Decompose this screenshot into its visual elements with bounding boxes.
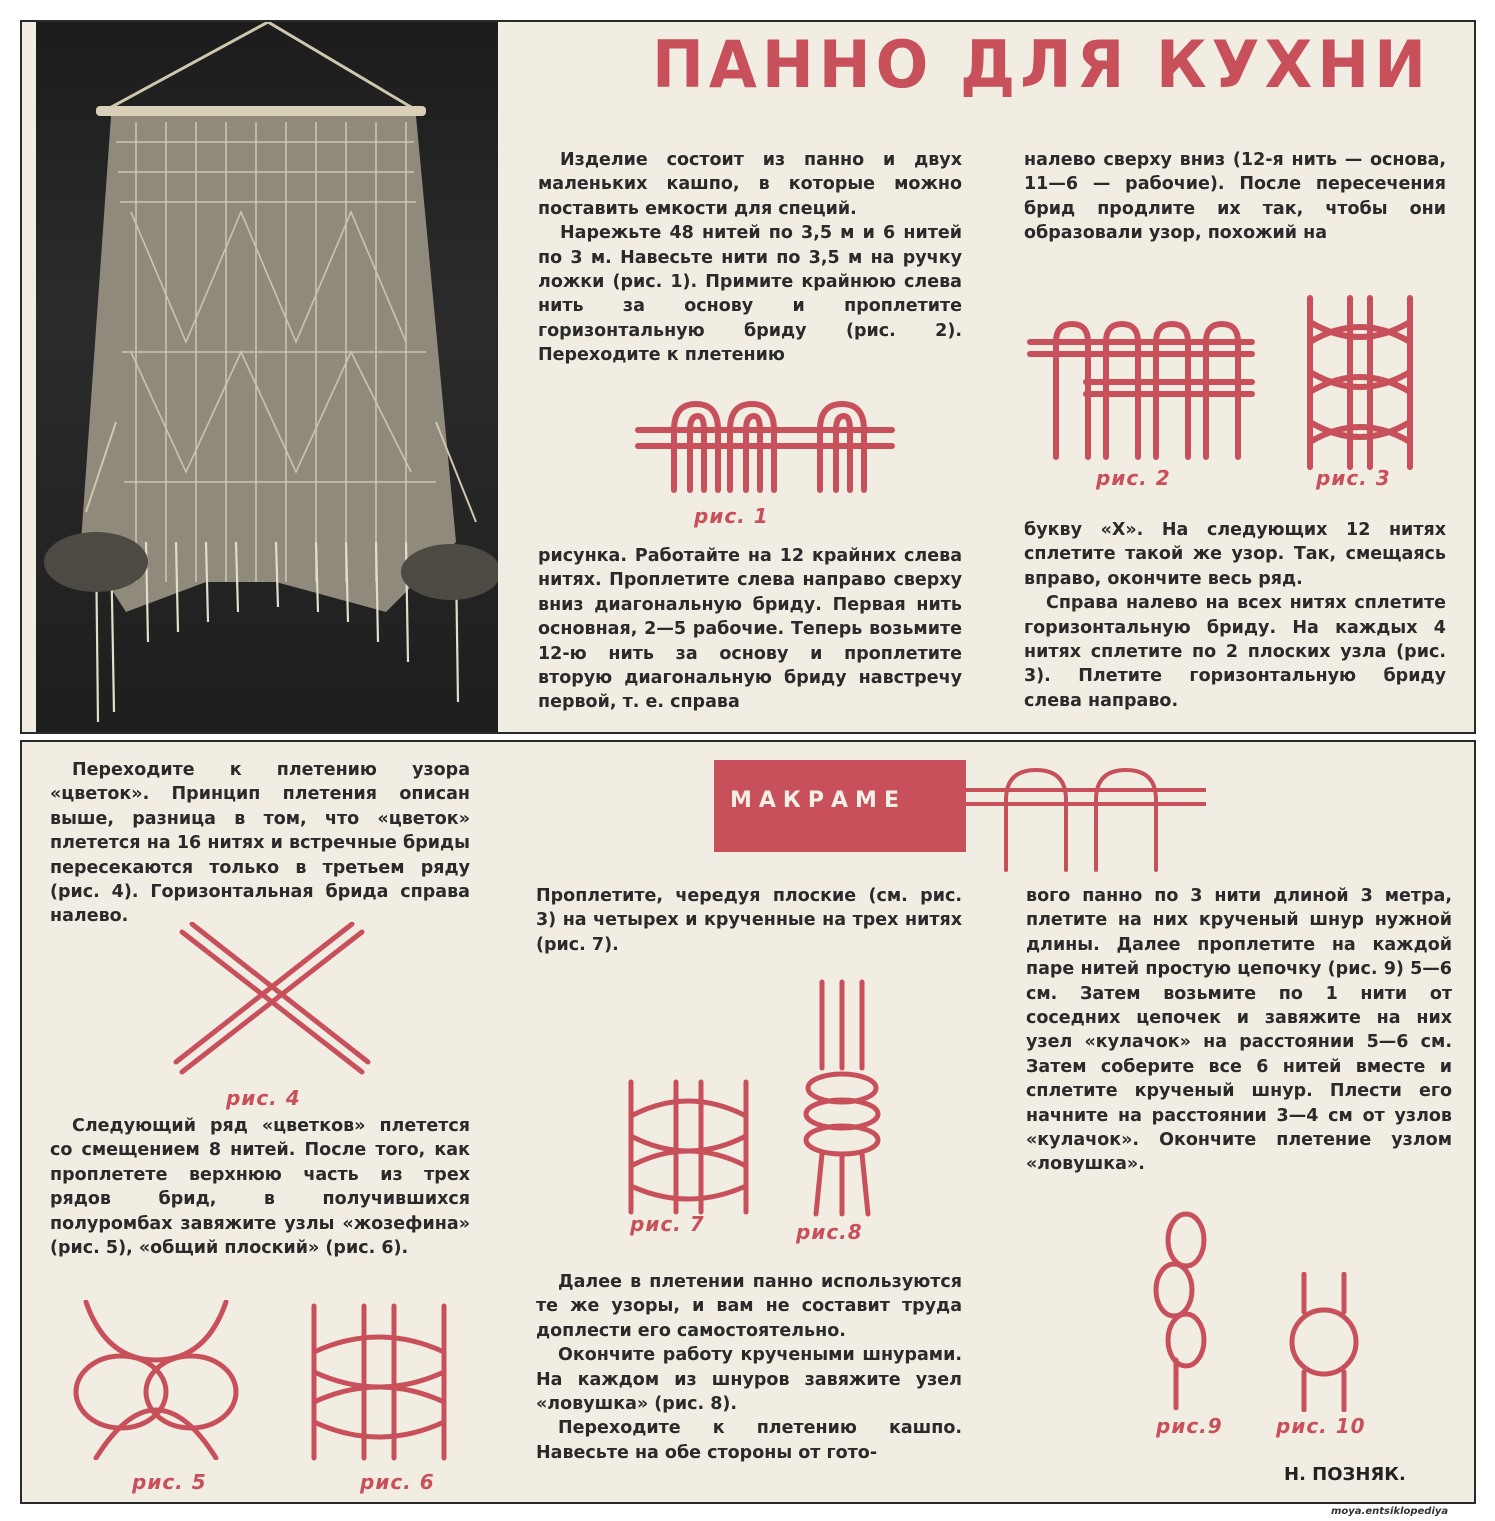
paragraph: Проплетите, чередуя плоские (см. рис. 3) на четырех и крученные на трех нитях (рис. 7). [536, 886, 962, 955]
paragraph: Справа налево на всех нитях сплетите горизонтальную бриду. На каждых 4 нитях сплетите по 2 плоских узла (рис. 3). Плетите горизонтальную бриду слева направо. [1024, 593, 1446, 711]
fig10-caption: рис. 10 [1276, 1414, 1366, 1438]
section-banner-label: МАКРАМЕ [730, 788, 906, 813]
fig7-twisted-knot [606, 986, 772, 1216]
top-panel [20, 20, 1476, 734]
fig3-knot-diagram [1280, 292, 1440, 472]
fig1-caption: рис. 1 [694, 504, 769, 528]
paragraph: Окончите работу кручеными шнурами. На каждом из шнуров завяжите узел «ловушка» (рис. 8). [536, 1345, 962, 1415]
article-title: ПАННО ДЛЯ КУХНИ [652, 26, 1432, 103]
fig6-caption: рис. 6 [360, 1470, 435, 1494]
fig5-caption: рис. 5 [132, 1470, 207, 1494]
fig2-caption: рис. 2 [1096, 466, 1171, 490]
fig5-josephine-knot [66, 1300, 246, 1460]
top-col1c-text [538, 544, 962, 715]
paragraph: Переходите к плетению кашпо. Навесьте на обе стороны от гото- [536, 1418, 962, 1463]
bottom-panel [20, 740, 1476, 1504]
paragraph: налево сверху вниз (12-я нить — основа, 11—6 — рабочие). После пересечения брид продлите их так, чтобы они образовали узор, похожий на [1024, 150, 1446, 244]
paragraph: Следующий ряд «цветков» плетется со смещением 8 нитей. После того, как проплетете верхнюю часть из трех рядов брид, в получившихся полуромбах завяжите узлы «жозефина» (рис. 5), «общий плоский» (рис. 6). [50, 1116, 470, 1259]
watermark: moya.entsiklopediya [1331, 1506, 1449, 1517]
fig3-caption: рис. 3 [1316, 466, 1391, 490]
macrame-panel-image [36, 22, 498, 734]
paragraph: Нарежьте 48 нитей по 3,5 м и 6 нитей по 3 м. Навесьте нити по 3,5 м на ручку ложки (рис. 1). Примите крайнюю слева нить за основу и проплетите горизонтальную бриду (рис. 2). Переходите к плетению [538, 223, 962, 366]
paragraph: Далее в плетении панно используются те же узоры, и вам не составит труда доплести его самостоятельно. [536, 1272, 962, 1341]
bottom-col2b-text [536, 1270, 962, 1465]
top-col2-text [1024, 148, 1446, 246]
fig9-caption: рис.9 [1156, 1414, 1223, 1438]
fig2-knot-diagram [1026, 312, 1258, 462]
paragraph: Изделие состоит из панно и двух маленьких кашпо, в которые можно поставить емкости для специй. [538, 150, 962, 219]
fig8-caption: рис.8 [796, 1220, 863, 1244]
top-col1-text [538, 148, 962, 368]
fig7-caption: рис. 7 [630, 1212, 705, 1236]
macrame-photo [36, 22, 498, 734]
fig6-flat-knot [294, 1302, 464, 1462]
fig4-cross-diagram [172, 922, 372, 1082]
author-signature: Н. ПОЗНЯК. [1284, 1464, 1406, 1485]
fig10-cam-knot [1264, 1272, 1384, 1412]
fig4-caption: рис. 4 [226, 1086, 301, 1110]
bottom-col1b-text [50, 1114, 470, 1260]
top-col2b-text [1024, 518, 1446, 713]
paragraph: букву «Х». На следующих 12 нитях сплетите такой же узор. Так, смещаясь вправо, окончите весь ряд. [1024, 520, 1446, 589]
fig9-chain-diagram [1136, 1210, 1226, 1410]
paragraph: Переходите к плетению узора «цветок». Принцип плетения описан выше, разница в том, что «цветок» плетется на 16 нитях и встречные бриды пересекаются только в третьем ряду (рис. 4). Горизонтальная брида справа налево. [50, 760, 470, 927]
fig8-trap-knot [782, 978, 902, 1218]
bottom-col3-text [1026, 884, 1452, 1177]
bottom-col2-text [536, 884, 962, 957]
bottom-col1-text [50, 758, 470, 929]
banner-knot-illustration [966, 760, 1206, 880]
fig1-knot-diagram [634, 390, 896, 500]
paragraph: вого панно по 3 нити длиной 3 метра, плетите на них крученый шнур нужной длины. Далее проплетите на каждой паре нитей простую цепочку (рис. 9) 5—6 см. Затем возьмите по 1 нити от соседних цепочек и завяжите на них узел «кулачок» на расстоянии 5—6 см. Затем соберите все 6 нитей вместе и сплетите крученый шнур. Плести его начните на расстоянии 3—4 см от узлов «кулачок». Окончите плетение узлом «ловушка». [1026, 886, 1452, 1175]
paragraph: рисунка. Работайте на 12 крайних слева нитях. Проплетите слева направо сверху вниз диагональную бриду. Первая нить основная, 2—5 рабочие. Теперь возьмите 12-ю нить за основу и проплетите вторую диагональную бриду навстречу первой, т. е. справа [538, 546, 962, 713]
